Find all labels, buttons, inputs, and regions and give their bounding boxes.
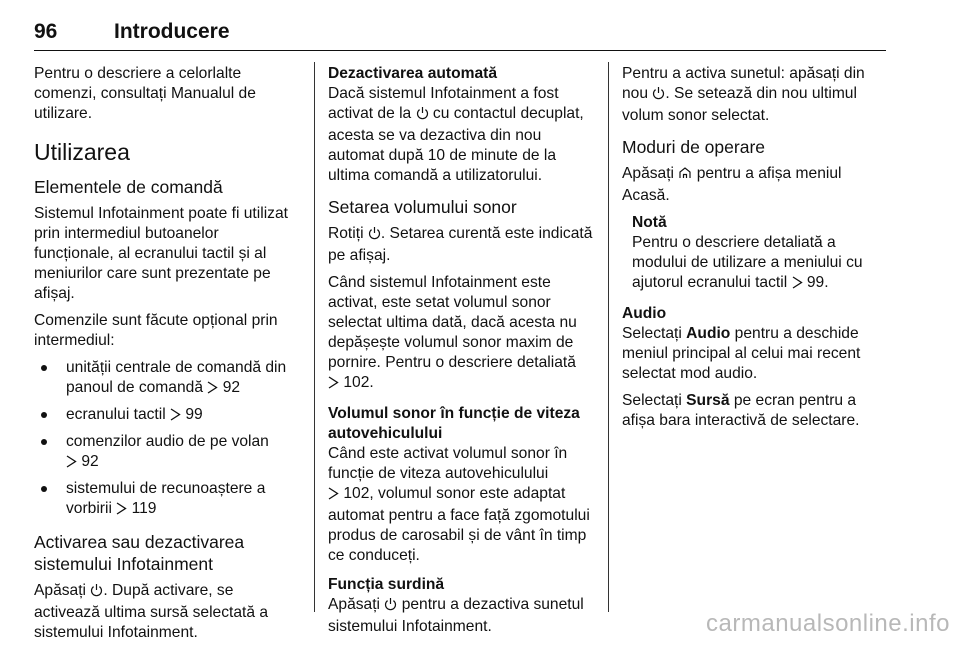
subheading-speed-volume: Volumul sonor în funcție de viteza autovehiculului (328, 405, 580, 442)
subheading-modes: Moduri de operare (622, 137, 765, 157)
column-1 (34, 64, 302, 650)
subheading-volume: Setarea volumului sonor (328, 197, 517, 217)
power-knob-icon (90, 583, 103, 603)
home-paragraph: Apăsați pentru a afișa meniul Acasă. (622, 165, 842, 204)
bullet-icon (41, 412, 47, 418)
note-box (632, 213, 884, 295)
reactivate-paragraph: Pentru a activa sunetul: apăsați din nou . Se setează din nou ultimul volum sonor selectat. (622, 65, 865, 124)
column-3 (622, 64, 884, 438)
mute-paragraph: Apăsați pentru a dezactiva sunetul sistemului Infotainment. (328, 596, 584, 635)
controls-list (34, 358, 302, 521)
column-2 (328, 64, 596, 644)
page-reference[interactable]: 92 (81, 453, 99, 470)
power-knob-icon (416, 106, 429, 126)
section-heading-utilizarea: Utilizarea (34, 139, 130, 165)
subheading-auto-off: Dezactivarea automată (328, 65, 498, 82)
controls-paragraph: Sistemul Infotainment poate fi utilizat prin intermediul butoanelor funcționale, al ecranului tactil și al meniurilor care sunt prezentate pe afișaj. (34, 205, 288, 302)
page-reference[interactable]: 102. (343, 374, 374, 391)
page-reference-arrow-icon (116, 501, 127, 521)
rotate-paragraph: Rotiți . Setarea curentă este indicată pe afișaj. (328, 225, 593, 264)
subheading-controls: Elementele de comandă (34, 177, 223, 197)
list-item: sistemului de recunoaștere a vorbirii 119 (34, 479, 302, 521)
list-item: ecranului tactil 99 (34, 405, 302, 427)
bullet-icon (41, 486, 47, 492)
bullet-icon (41, 365, 47, 371)
page-reference[interactable]: 119 (131, 500, 157, 517)
home-icon (678, 166, 692, 186)
watermark: carmanualsonline.info (706, 610, 950, 637)
page-reference-arrow-icon (328, 375, 339, 395)
power-knob-icon (368, 226, 381, 246)
saved-volume-paragraph: Când sistemul Infotainment este activat, este setat volumul sonor selectat ultima dată, dacă acesta nu depășește volumul sonor maxim de pornire. Pentru o descriere detaliată 102. (328, 273, 596, 395)
column-divider-2 (608, 62, 609, 612)
audio-button-label: Audio (686, 325, 731, 342)
page-reference-arrow-icon (207, 380, 218, 400)
page-reference[interactable]: 102 (343, 485, 370, 502)
page-reference-arrow-icon (792, 275, 803, 295)
speed-volume-paragraph: Când este activat volumul sonor în funcție de viteza autovehiculului 102, volumul sonor este adaptat automat pentru a face față zgomotului produs de carosabil și de vânt în timp ce conduceți. (328, 445, 590, 564)
page-reference-arrow-icon (328, 486, 339, 506)
page-number: 96 (34, 20, 58, 43)
audio-paragraph: Selectați Audio pentru a deschide meniul principal al celui mai recent selectat mod audio. (622, 325, 861, 382)
page-reference-arrow-icon (66, 454, 77, 474)
subheading-activate: Activarea sau dezactivarea sistemului Infotainment (34, 532, 245, 574)
optional-paragraph: Comenzile sunt făcute opțional prin intermediul: (34, 312, 278, 349)
note-title: Notă (632, 214, 667, 231)
list-item: unității centrale de comandă din panoul de comandă 92 (34, 358, 302, 400)
list-item: comenzilor audio de pe volan 92 (34, 432, 302, 474)
column-divider-1 (314, 62, 315, 612)
power-knob-icon (652, 86, 665, 106)
page-reference[interactable]: 99 (185, 406, 203, 423)
source-paragraph: Selectați Sursă pe ecran pentru a afișa bara interactivă de selectare. (622, 392, 860, 429)
subheading-audio: Audio (622, 305, 667, 322)
source-button-label: Sursă (686, 392, 730, 409)
bullet-icon (41, 439, 47, 445)
activate-paragraph: Apăsați . După activare, se activează ultima sursă selectată a sistemului Infotainment. (34, 582, 269, 641)
note-text: Pentru o descriere detaliată a modului de utilizare a meniului cu ajutorul ecranului tactil 99. (632, 233, 884, 295)
intro-paragraph: Pentru o descriere a celorlalte comenzi, consultați Manualul de utilizare. (34, 65, 256, 122)
page-reference[interactable]: 92 (222, 379, 241, 396)
subheading-mute: Funcția surdină (328, 576, 445, 593)
power-knob-icon (384, 597, 397, 617)
page-header (34, 0, 886, 51)
page-reference-arrow-icon (170, 407, 181, 427)
page-reference[interactable]: 99. (806, 274, 829, 291)
chapter-title: Introducere (114, 20, 230, 43)
auto-off-paragraph: Dacă sistemul Infotainment a fost activat de la cu contactul decuplat, acesta se va dezactiva din nou automat după 10 de minute de la ultima comandă a utilizatorului. (328, 85, 584, 184)
